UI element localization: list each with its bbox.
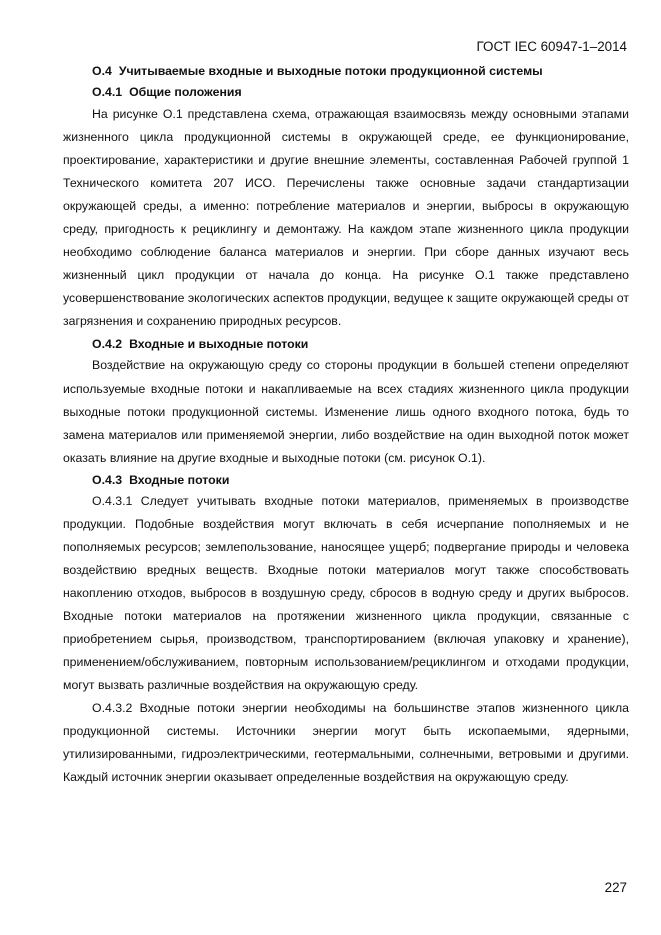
section-heading-o43 [63,470,629,490]
section-number: О.4.1 [92,85,123,99]
section-number: О.4.2 [92,337,123,352]
section-heading-o4 [63,61,629,81]
section-heading-o42 [63,334,629,354]
section-heading-o41 [63,82,629,102]
paragraph-o432: О.4.3.2 Входные потоки энергии необходимы на большинстве этапов жизненного цикла продукционной системы. Источники энергии могут быть ископаемыми, ядерными, утилизированными, гидроэлектрическими, геотермальными, солнечными, ветровыми и другими. Каждый источник энергии оказывает определенные воздействия на окружающую среду. [63,701,629,785]
standard-header: ГОСТ IEC 60947-1–2014 [476,39,627,54]
section-title: Общие положения [129,85,242,99]
section-number: О.4 [92,64,112,78]
page-content [63,61,629,789]
paragraph-o42: Воздействие на окружающую среду со стороны продукции в большей степени определяют используемые входные потоки и накапливаемые на всех стадиях жизненного цикла продукции выходные потоки продукционной системы. Изменение лишь одного входного потока, будь то замена материалов или применяемой энергии, либо воздействие на один выходной поток может оказать влияние на другие входные и выходные потоки (см. рисунок О.1). [63,358,629,465]
paragraph-o41: На рисунке О.1 представлена схема, отражающая взаимосвязь между основными этапами жизненного цикла продукционной системы в окружающей среде, ее функционирование, проектирование, характеристики и другие внешние элементы, составленная Рабочей группой 1 Технического комитета 207 ИСО. Перечислены также основные задачи стандартизации окружающей среды, а именно: потребление материалов и энергии, выбросы в окружающую среду, пригодность к рециклингу и демонтажу. На каждом этапе жизненного цикла продукции необходимо соблюдение баланса материалов и энергии. При сборе данных изучают весь жизненный цикл продукции от начала до конца. На рисунке О.1 также представлено усовершенствование экологических аспектов продукции, ведущее к защите окружающей среды от загрязнения и сохранению природных ресурсов. [63,107,629,329]
section-title: Учитываемые входные и выходные потоки продукционной системы [118,64,543,78]
section-number: О.4.3 [92,472,123,487]
section-title: Входные потоки [129,472,230,487]
section-title: Входные и выходные потоки [129,337,309,352]
paragraph-o431: О.4.3.1 Следует учитывать входные потоки материалов, применяемых в производстве продукции. Подобные воздействия могут включать в себя исчерпание пополняемых и не пополняемых ресурсов; землепользование, наносящее ущерб; подвергание природы и человека воздействию вредных веществ. Входные потоки материалов могут также способствовать накоплению отходов, выбросов в воздушную среду, сбросов в водную среду и других выбросов. Входные потоки материалов на протяжении жизненного цикла продукции, связанные с приобретением сырья, производством, транспортированием (включая упаковку и хранение), применением/обслуживанием, повторным использованием/рециклингом и отходами продукции, могут вызвать различные воздействия на окружающую среду. [63,493,629,693]
page-number: 227 [604,880,627,895]
